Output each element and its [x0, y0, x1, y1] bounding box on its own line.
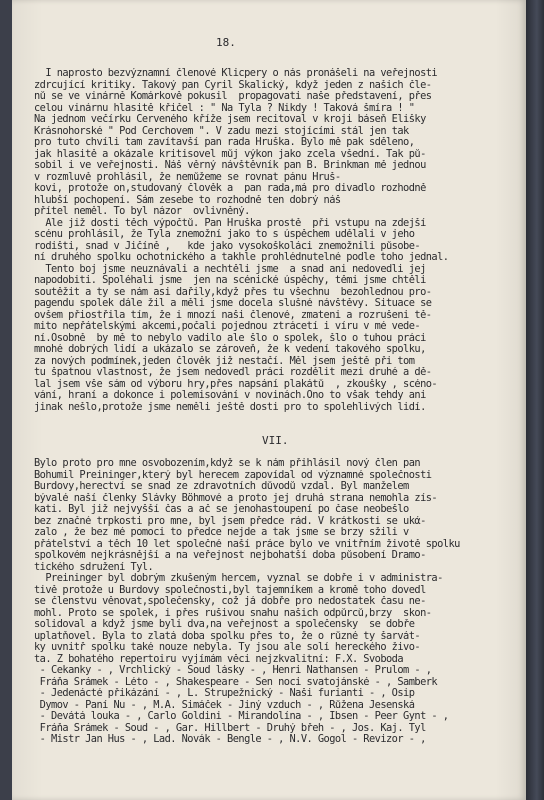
text-line: mohl. Proto se spolek, i přes rušivou snahu našich odpůrců,brzy skon- — [34, 607, 432, 619]
text-line: - Mistr Jan Hus - , Lad. Novák - Bengle - , N.V. Gogol - Revizor - , — [34, 734, 426, 745]
text-line: Fráňa Šrámek - Soud - , Gar. Hillbert - Druhý břeh - , Jos. Kaj. Tyl — [34, 722, 426, 734]
text-line: se členstvu věnovat,společensky, což já dobře pro nedostatek času ne- — [34, 596, 426, 607]
text-line: Tento boj jsme neuznávali a nechtěli jsme a snad ani nedovedli jej — [34, 263, 426, 275]
section-heading: VII. — [262, 434, 289, 447]
text-line: za nových podmínek,jeden člověk již nestačí. Měl jsem ještě při tom — [34, 355, 415, 367]
paragraph-block-2 — [34, 458, 460, 746]
text-line: mnohé dobrých lidí a ukázalo se zároveň, že k vedení takového spolku, — [34, 344, 426, 355]
text-line: Ale již dosti těch výpočtů. Pan Hruška prostě při vstupu na zdejší — [34, 217, 426, 229]
text-line: Fráňa Šrámek - Léto - , Shakespeare - Sen noci svatojánské - , Šamberk — [34, 676, 438, 688]
text-line: - Jedenácté přikázání - , L. Strupežnický - Naši furianti - , Osip — [34, 688, 415, 699]
text-line: přítel neměl. To byl názor ovlivněný. — [34, 206, 250, 217]
text-line: kati. Byl již nejvyšší čas a ač se jenohastoupení po čase neobešlo — [34, 504, 409, 515]
text-line: Krásnohorské " Pod Čerchovem ". V zadu mezi stojícími stál jen tak — [34, 125, 409, 137]
text-line: Bohumil Preininger,který byl herecem zapovídal od významné společnosti — [34, 469, 432, 481]
text-line: uplatňovel. Byla to zlatá doba spolku přes to, že o různé ty šarvát- — [34, 630, 421, 642]
text-line: napodobiti. Spoléhali jsme jen na scénické úspěchy, těmi jsme chtěli — [34, 275, 426, 286]
text-line: I naprosto bezvýznamní členové Klicpery o nás pronášeli na veřejnosti — [34, 68, 438, 79]
text-line: Na jednom večírku Červeného kříže jsem recitoval v kroji báseň Elišky — [34, 114, 426, 125]
text-line: rodišti, snad v Jičíně , kde jako vysokoškoláci znemožnili působe- — [34, 240, 421, 252]
text-line: lal jsem vše sám od výboru hry,přes napsání plakátů , zkoušky , scéno- — [34, 378, 438, 390]
paragraph-block-1 — [34, 68, 448, 413]
text-line: tického sdružení Tyl. — [34, 561, 154, 573]
text-line: tivě protože u Burdovy společnosti,byl tajemníkem a kromě toho dovedl — [34, 584, 426, 596]
text-line: v rozmluvě prohlásil, že nemůžeme se rovnat pánu Hruš- — [34, 171, 341, 183]
text-line: ta. Z bohatého repertoiru vyjímám věci nejzkvalitní: F.X. Svoboda — [34, 653, 404, 665]
text-line: zdrcující kritiky. Takový pan Cyril Skalický, když jeden z našich čle- — [34, 79, 432, 91]
text-line: scénu prohlásil, že Tyla znemožní jako to s úspěchem udělali v jeho — [34, 229, 415, 240]
text-line: - Čekanky - , Vrchlický - Soud lásky - , Henri Nathansen - Prulom - , — [34, 665, 432, 676]
text-line: spolkovém nejkrásnější a na veřejnost nejbohatší doba působení Dramo- — [34, 550, 426, 561]
text-line: sobil i ve veřejnosti. Náš věrný návštěvník pan B. Brinkman mě jednou — [34, 160, 426, 171]
text-line: soutěžit a ty se nám asi dařily,když přes tu všechnu bezohlednou pro- — [34, 286, 432, 298]
text-line: solidoval a když jsme byli dva,na veřejnost a společensky se dobře — [34, 619, 415, 630]
text-line: nů se ve vinárně Komárkově pokusil propagovati naše představení, přes — [34, 91, 432, 102]
text-line: Preininger byl dobrým zkušeným hercem, vyznal se dobře i v administra- — [34, 573, 443, 584]
text-line: ovšem přiostřila tím, že i mnozí naši členové, zmateni a rozrušeni tě- — [34, 309, 432, 321]
text-line: Bylo proto pro mne osvobozením,když se k nám přihlásil nový člen pan — [34, 458, 421, 469]
text-line: ky uvnitř spolku také nouze nebyla. Ty jsou ale solí hereckého živo- — [34, 642, 421, 653]
text-line: tu špatnou vlastnost, že jsem nedovedl práci rozdělit mezi druhé a dě- — [34, 367, 432, 378]
page-edge-shadow — [526, 0, 544, 800]
text-line: Dymov - Paní Nu - , M.A. Šimáček - Jiný vzduch - , Růžena Jesenská — [34, 699, 415, 711]
document-page — [12, 0, 526, 800]
text-line: pagendu spolek dále žil a měli jsme docela slušné návštěvy. Situace se — [34, 298, 432, 309]
text-line: kovi, protože on,studovaný člověk a pan rada,má pro divadlo rozhodně — [34, 183, 426, 194]
text-line: vání, hraní a dokonce i polemisování v novinách.Ono to však tehdy ani — [34, 390, 426, 401]
text-line: ní.Osobně by mě to nebylo vadilo ale šlo o spolek, šlo o tuhou práci — [34, 332, 426, 344]
text-line: bývalé naší členky Slávky Böhmové a proto jej druhá strana nemohla zís- — [34, 492, 438, 504]
text-line: ní druhého spolku ochotnického a takhle prohlédnutelné podle toho jednal. — [34, 252, 449, 263]
text-line: zalo , že bez mé pomoci to předce nejde a tak jsme se brzy sžili v — [34, 527, 409, 538]
text-line: pro tuto chvíli tam zavítavší pan rada Hruška. Bylo mě pak sděleno, — [34, 137, 415, 148]
text-line: jinak nešlo,protože jsme neměli ještě dosti pro to spolehlivých lidí. — [34, 401, 426, 413]
text-line: Burdovy,herectví se snad ze zdravotních důvodů vzdal. Byl manželem — [34, 481, 409, 492]
text-line: hlubší pochopení. Sám zesebe to rozhodně ten dobrý náš — [34, 194, 341, 206]
text-line: bez značné trpkosti pro mne, byl jsem předce rád. V krátkosti se ukά- — [34, 515, 426, 527]
text-line: jak hlasitě a okázale kritisovel můj výkon jako zcela všední. Tak pů- — [34, 148, 426, 160]
text-line: mito nepřátelskými akcemi,počali pojednou ztrácetí i víru v mé vede- — [34, 321, 421, 332]
page-number: 18. — [216, 36, 236, 49]
text-line: přátelství a těch 10 let společné naší práce bylo ve vnitřním životě spolku — [34, 538, 460, 550]
text-line: - Devátá louka - , Carlo Goldini - Mirandolína - , Ibsen - Peer Gynt - , — [34, 711, 449, 722]
text-line: celou vinárnu hlasitě křičel : " Na Tyla ? Nikdy ! Taková šmíra ! " — [34, 102, 415, 114]
